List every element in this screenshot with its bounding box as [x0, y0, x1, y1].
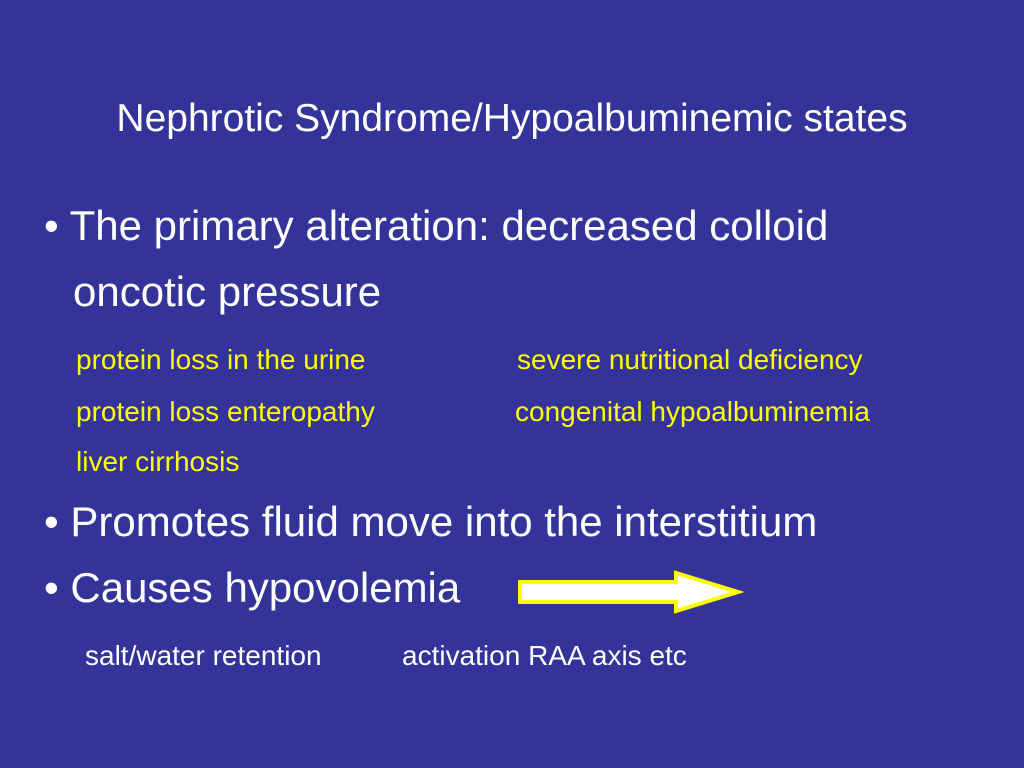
consequence-salt-water-retention: salt/water retention: [85, 640, 322, 671]
cause-congenital-hypoalbuminemia: congenital hypoalbuminemia: [515, 396, 870, 427]
bullet-primary-alteration-continued: oncotic pressure: [73, 268, 382, 315]
bullet-primary-alteration: • The primary alteration: decreased colloid: [44, 202, 829, 249]
cause-nutritional-deficiency: severe nutritional deficiency: [517, 344, 863, 375]
cause-urine-protein-loss: protein loss in the urine: [76, 344, 366, 375]
bullet-fluid-move: • Promotes fluid move into the interstitium: [44, 498, 818, 545]
bullet-hypovolemia: • Causes hypovolemia: [44, 564, 461, 611]
consequence-raa-activation: activation RAA axis etc: [402, 640, 687, 671]
right-arrow-icon: [518, 570, 744, 614]
cause-liver-cirrhosis: liver cirrhosis: [76, 446, 240, 477]
cause-enteropathy: protein loss enteropathy: [76, 396, 375, 427]
slide-title: Nephrotic Syndrome/Hypoalbuminemic states: [116, 97, 908, 140]
